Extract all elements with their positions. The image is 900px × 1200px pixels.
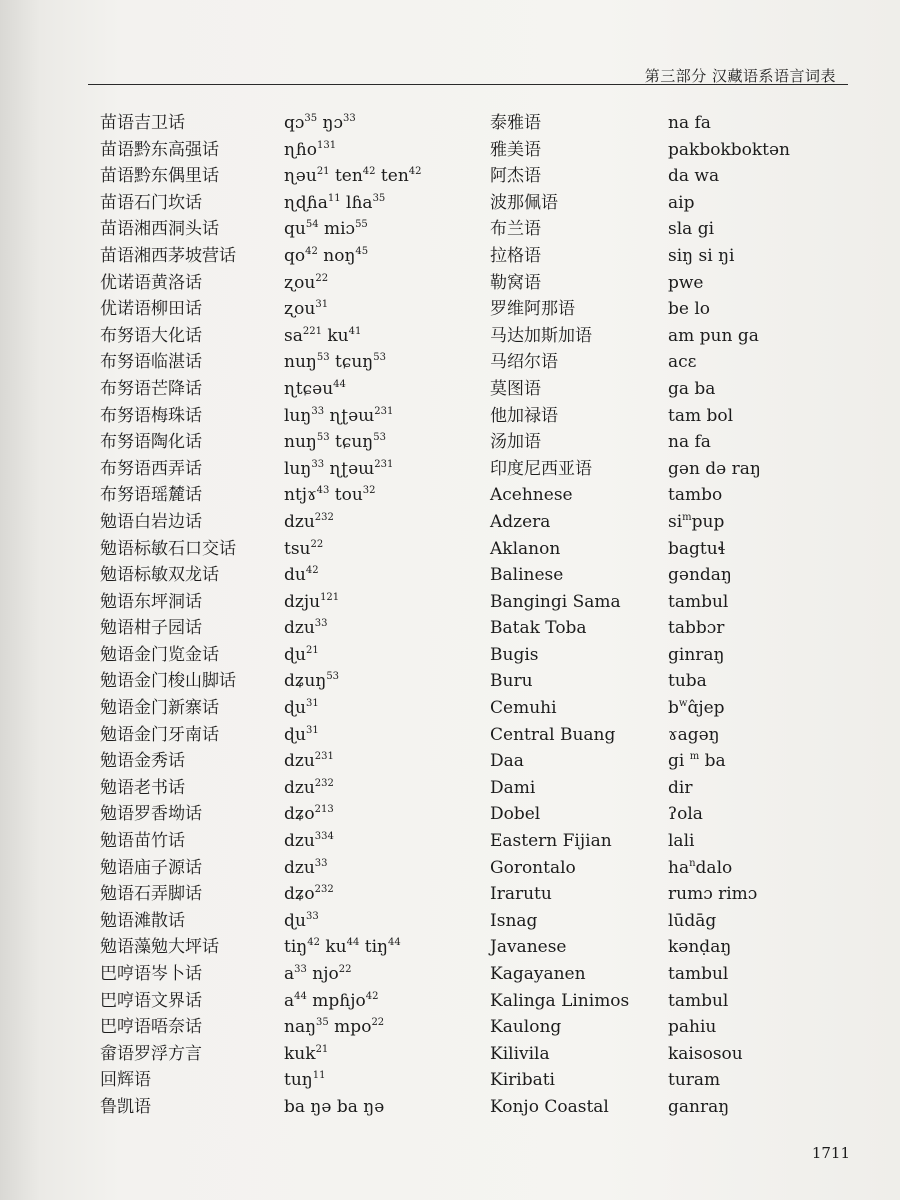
language-name: Kaulong xyxy=(490,1017,562,1038)
language-name: 雅美语 xyxy=(490,139,541,160)
word-form: pwe xyxy=(668,272,704,293)
word-form: tambul xyxy=(668,990,729,1011)
word-form: $a^{44}$ mpɦjo$^{42}$ xyxy=(284,990,379,1011)
word-form: lali xyxy=(668,831,695,852)
language-name: 勉语苗竹话 xyxy=(100,831,185,852)
language-name: Batak Toba xyxy=(490,618,587,639)
language-name: 巴哼语岑卜话 xyxy=(100,964,202,984)
language-name: 苗语黔东偶里话 xyxy=(100,166,219,187)
word-form: dʑo$^{213}$ xyxy=(284,804,334,825)
left-language-column xyxy=(100,110,236,1121)
language-name: 勉语石弄脚话 xyxy=(100,884,202,905)
word-form: tam bol xyxy=(668,405,734,426)
language-name: 马绍尔语 xyxy=(490,352,558,373)
word-form: dzu$^{33}$ xyxy=(284,857,328,878)
language-name: 布努语西弄话 xyxy=(100,458,202,479)
word-form: nuŋ$^{53}$ tɕuŋ$^{53}$ xyxy=(284,432,386,453)
word-form: ntjɤ$^{43}$ tou$^{32}$ xyxy=(284,485,376,506)
language-name: Dobel xyxy=(490,804,541,825)
language-name: 勉语庙子源话 xyxy=(100,857,202,878)
word-form: tambul xyxy=(668,964,729,984)
language-name: 勉语东坪洞话 xyxy=(100,591,202,612)
language-name: 回辉语 xyxy=(100,1070,151,1091)
language-name: 勉语金门新寨话 xyxy=(100,698,219,719)
word-form: dzu$^{334}$ xyxy=(284,831,334,852)
word-form: $si^mpup$ xyxy=(668,511,725,532)
word-form: ʔola xyxy=(668,804,703,825)
word-form: ɖu$^{33}$ xyxy=(284,910,319,931)
word-form: siŋ si ŋi xyxy=(668,245,735,266)
language-name: 勉语金秀话 xyxy=(100,751,185,772)
language-name: Kilivila xyxy=(490,1043,550,1064)
language-name: 勉语白岩边话 xyxy=(100,511,202,532)
language-name: 拉格语 xyxy=(490,245,541,266)
language-name: 勉语老书话 xyxy=(100,777,185,798)
word-form: ʐou$^{22}$ xyxy=(284,272,329,293)
word-form: dʑo$^{232}$ xyxy=(284,884,334,905)
language-name: 布努语临湛话 xyxy=(100,352,202,373)
language-name: 布努语瑶麓话 xyxy=(100,485,202,506)
word-form: ɖu$^{31}$ xyxy=(284,724,319,745)
language-name: 苗语湘西茅坡营话 xyxy=(100,245,236,266)
language-name: Bugis xyxy=(490,644,539,665)
language-name: Konjo Coastal xyxy=(490,1096,609,1117)
language-name: 鲁凯语 xyxy=(100,1096,151,1117)
language-name: 苗语石门坎话 xyxy=(100,192,202,213)
word-form: kaisosou xyxy=(668,1043,743,1064)
right-form-column xyxy=(668,110,790,1121)
word-form: gi $^m$ ba xyxy=(668,751,726,772)
language-name: Aklanon xyxy=(490,538,561,559)
language-name: Cemuhi xyxy=(490,698,557,719)
word-form: tambul xyxy=(668,591,729,612)
word-form: bagtuɬ xyxy=(668,538,726,559)
language-name: Dami xyxy=(490,777,536,798)
language-name: Irarutu xyxy=(490,884,552,905)
word-form: ɳɖɦa$^{11}$ lɦa$^{35}$ xyxy=(284,192,386,213)
language-name: 勉语柑子园话 xyxy=(100,618,202,639)
language-name: Gorontalo xyxy=(490,857,576,878)
language-name: 苗语湘西洞头话 xyxy=(100,219,219,240)
language-name: 布努语陶化话 xyxy=(100,432,202,453)
language-name: 罗维阿那语 xyxy=(490,299,575,320)
word-form: lūdāg xyxy=(668,910,717,931)
word-form: gəndaŋ xyxy=(668,565,732,586)
word-form: dʑuŋ$^{53}$ xyxy=(284,671,340,692)
language-name: Acehnese xyxy=(490,485,573,506)
language-name: 他加禄语 xyxy=(490,405,558,426)
word-form: tabbɔr xyxy=(668,618,725,639)
right-language-column xyxy=(490,110,629,1121)
language-name: 苗语吉卫话 xyxy=(100,113,185,133)
word-form: qɔ$^{35}$ ŋɔ$^{33}$ xyxy=(284,113,356,133)
word-form: rumɔ rimɔ xyxy=(668,884,758,905)
language-name: 勉语金门览金话 xyxy=(100,644,219,665)
word-form: dzu$^{33}$ xyxy=(284,618,328,639)
word-form: tambo xyxy=(668,485,723,506)
language-name: 勉语罗香坳话 xyxy=(100,804,202,825)
language-name: Eastern Fijian xyxy=(490,831,612,852)
header-rule xyxy=(88,84,848,85)
word-form: na fa xyxy=(668,432,711,453)
word-form: nuŋ$^{53}$ tɕuŋ$^{53}$ xyxy=(284,352,386,373)
word-form: ga ba xyxy=(668,378,716,399)
word-form: ɤagəŋ xyxy=(668,724,720,745)
word-form: be lo xyxy=(668,299,711,320)
word-form: $b^wɑ̂jep$ xyxy=(668,698,725,719)
word-form: $a^{33}$ njo$^{22}$ xyxy=(284,964,352,984)
language-name: 布兰语 xyxy=(490,219,541,240)
language-name: 优诺语黄洛话 xyxy=(100,272,202,293)
language-name: 勉语滩散话 xyxy=(100,910,185,931)
language-name: Isnag xyxy=(490,910,538,931)
word-form: tsu$^{22}$ xyxy=(284,538,324,559)
word-form: dzu$^{231}$ xyxy=(284,751,334,772)
word-form: acɛ xyxy=(668,352,697,373)
language-name: 勉语藻勉大坪话 xyxy=(100,937,219,958)
language-name: Buru xyxy=(490,671,533,692)
word-form: luŋ$^{33}$ ɳʈəɯ$^{231}$ xyxy=(284,405,394,426)
language-name: Adzera xyxy=(490,511,551,532)
word-form: dzu$^{232}$ xyxy=(284,777,334,798)
word-form: dzju$^{121}$ xyxy=(284,591,340,612)
language-name: 泰雅语 xyxy=(490,113,541,133)
word-form: turam xyxy=(668,1070,721,1091)
word-form: naŋ$^{35}$ mpo$^{22}$ xyxy=(284,1017,385,1038)
word-form: kənḍaŋ xyxy=(668,937,732,958)
language-name: 畲语罗浮方言 xyxy=(100,1043,202,1064)
page-number: 1711 xyxy=(811,1144,850,1162)
word-form: ɳtɕəu$^{44}$ xyxy=(284,378,346,399)
word-form: ginraŋ xyxy=(668,644,725,665)
word-form: am pun ga xyxy=(668,325,759,346)
language-name: Central Buang xyxy=(490,724,616,745)
word-form: sla gi xyxy=(668,219,715,240)
word-form: ʐou$^{31}$ xyxy=(284,299,329,320)
word-form: gən də raŋ xyxy=(668,458,761,479)
language-name: 阿杰语 xyxy=(490,166,541,187)
language-name: 巴哼语文界话 xyxy=(100,990,202,1011)
word-form: ɳəu$^{21}$ ten$^{42}$ ten$^{42}$ xyxy=(284,166,422,187)
language-name: 勉语金门梭山脚话 xyxy=(100,671,236,692)
language-name: 布努语芒降话 xyxy=(100,378,202,399)
word-form: $sa^{221}$ $ku^{41}$ xyxy=(284,325,362,346)
language-name: Kagayanen xyxy=(490,964,586,984)
word-form: tuba xyxy=(668,671,707,692)
language-name: 布努语梅珠话 xyxy=(100,405,202,426)
word-form: ganraŋ xyxy=(668,1096,730,1117)
language-name: Bangingi Sama xyxy=(490,591,621,612)
word-form: pahiu xyxy=(668,1017,717,1038)
language-name: 勉语标敏双龙话 xyxy=(100,565,219,586)
word-form: dzu$^{232}$ xyxy=(284,511,334,532)
language-name: 优诺语柳田话 xyxy=(100,299,202,320)
word-form: ɖu$^{21}$ xyxy=(284,644,319,665)
word-form: tiŋ$^{42}$ $ku^{44}$ tiŋ$^{44}$ xyxy=(284,937,401,958)
language-name: Kalinga Linimos xyxy=(490,990,630,1011)
language-name: 布努语大化话 xyxy=(100,325,202,346)
language-name: 勉语标敏石口交话 xyxy=(100,538,236,559)
language-name: 汤加语 xyxy=(490,432,541,453)
language-name: 印度尼西亚语 xyxy=(490,458,592,479)
language-name: 波那佩语 xyxy=(490,192,558,213)
language-name: Daa xyxy=(490,751,524,772)
language-name: 勒窝语 xyxy=(490,272,541,293)
word-form: na fa xyxy=(668,113,711,133)
word-form: ba ŋə ba ŋə xyxy=(284,1096,385,1117)
word-form: ɖu$^{31}$ xyxy=(284,698,319,719)
word-form: $qo^{42}$ noŋ$^{45}$ xyxy=(284,245,369,266)
language-name: 莫图语 xyxy=(490,378,541,399)
word-form: aip xyxy=(668,192,695,213)
left-form-column xyxy=(284,110,422,1121)
language-name: 巴哼语唔奈话 xyxy=(100,1017,202,1038)
running-header: 第三部分 汉藏语系语言词表 xyxy=(644,67,836,85)
language-name: 勉语金门牙南话 xyxy=(100,724,219,745)
word-form: da wa xyxy=(668,166,720,187)
word-form: dir xyxy=(668,777,693,798)
language-name: 苗语黔东高强话 xyxy=(100,139,219,160)
language-name: Kiribati xyxy=(490,1070,555,1091)
word-form: $qu^{54}$ miɔ$^{55}$ xyxy=(284,219,368,240)
word-form: pakbokboktən xyxy=(668,139,790,160)
word-form: $du^{42}$ xyxy=(284,565,319,586)
word-form: tuŋ$^{11}$ xyxy=(284,1070,326,1091)
language-name: 马达加斯加语 xyxy=(490,325,592,346)
word-form: kuk$^{21}$ xyxy=(284,1043,329,1064)
language-name: Balinese xyxy=(490,565,564,586)
word-form: luŋ$^{33}$ ɳʈəɯ$^{231}$ xyxy=(284,458,394,479)
word-form: ɳɦo$^{131}$ xyxy=(284,139,337,160)
language-name: Javanese xyxy=(490,937,567,958)
word-form: $ha^ndalo$ xyxy=(668,857,733,878)
